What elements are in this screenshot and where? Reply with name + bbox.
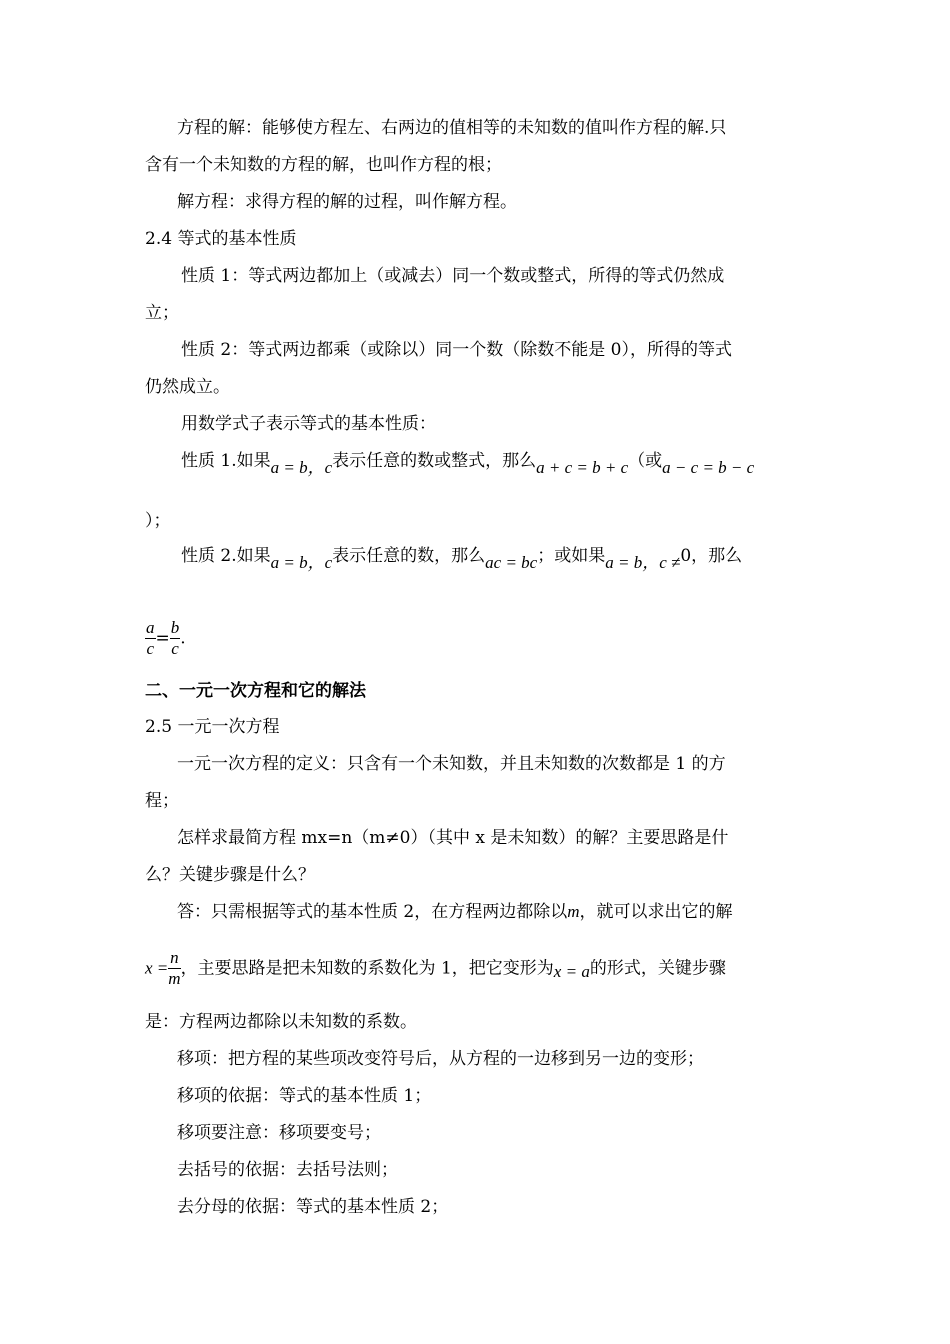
answer-x-equals: x = [145,958,169,978]
formula-2-math-2: c [324,553,333,572]
answer-math-m: m [567,902,580,921]
answer-text-3: ，主要思路是把未知数的系数化为 1，把它变形为 [180,958,554,979]
formula-property-2 [181,545,743,572]
formula-fraction-line [145,618,186,659]
fraction-period: . [180,628,186,649]
list-item: 移项的依据：等式的基本性质 1； [177,1086,432,1106]
formula-1-text-3: （或 [628,451,663,471]
answer-line-1 [177,901,733,923]
property-2-line-1: 性质 2：等式两边都乘（或除以）同一个数（除数不能是 0），所得的等式 [181,340,732,360]
formula-1-math-2: c [324,458,333,477]
fraction-numerator: n [170,948,179,967]
fraction-numerator: b [170,618,180,637]
formula-1-text-2: 表示任意的数或整式，那么 [332,451,537,471]
fraction-numerator: a [146,618,155,637]
list-item: 移项：把方程的某些项改变符号后，从方程的一边移到另一边的变形； [177,1049,704,1069]
fraction-equals: = [155,628,170,649]
formula-1-math-1: a = b， [270,458,325,477]
fraction-b-over-c [170,619,181,658]
formula-2-text-2: 表示任意的数，那么 [332,546,486,566]
answer-line-2 [145,948,726,989]
answer-text-1: 答：只需根据等式的基本性质 2，在方程两边都除以 [177,902,568,922]
formula-2-text-3: ；或如果 [537,546,606,566]
fraction-n-over-m [168,949,180,988]
fraction-denominator: c [146,639,155,658]
question-line-1: 怎样求最简方程 mx=n（m≠0）（其中 x 是未知数）的解？主要思路是什 [177,828,729,848]
fraction-denominator: m [168,969,181,988]
formula-2-math-5: c ≠ [659,553,681,572]
list-item: 去括号的依据：去括号法则； [177,1160,398,1180]
expression-intro: 用数学式子表示等式的基本性质： [181,414,436,434]
property-1-line-2: 立； [145,303,179,323]
fraction-a-over-c [145,619,156,658]
definition-line-2: 程； [145,791,179,811]
answer-text-4: 的形式，关键步骤 [589,958,726,979]
formula-2-text-4: 0，那么 [680,546,743,566]
property-1-line-1: 性质 1：等式两边都加上（或减去）同一个数或整式，所得的等式仍然成 [181,266,725,286]
answer-text-2: ，就可以求出它的解 [579,902,733,922]
section-2-5-heading: 2.5 一元一次方程 [145,717,280,737]
fraction-denominator: c [171,639,179,658]
formula-1-math-4: a − c = b − c [662,458,755,477]
formula-2-math-1: a = b， [270,553,325,572]
para-solution-line-2: 含有一个未知数的方程的解，也叫作方程的根； [145,155,502,175]
formula-property-1 [181,450,755,477]
answer-math-x-equals-a: x = a [553,961,590,981]
property-2-line-2: 仍然成立。 [145,377,230,397]
definition-line-1: 一元一次方程的定义：只含有一个未知数，并且未知数的次数都是 1 的方 [177,754,726,774]
formula-2-math-4: a = b， [605,553,660,572]
formula-1-text-1: 性质 1.如果 [181,451,271,471]
para-solution-line-1: 方程的解：能够使方程左、右两边的值相等的未知数的值叫作方程的解.只 [177,118,727,138]
formula-2-math-3: ac = bc [485,553,538,572]
formula-2-text-1: 性质 2.如果 [181,546,271,566]
list-item: 去分母的依据：等式的基本性质 2； [177,1197,449,1217]
chapter-two-heading: 二、一元一次方程和它的解法 [145,681,366,701]
question-line-2: 么？关键步骤是什么？ [145,865,315,885]
para-solve-equation: 解方程：求得方程的解的过程，叫作解方程。 [177,192,517,212]
section-2-4-heading: 2.4 等式的基本性质 [145,229,297,249]
list-item: 移项要注意：移项要变号； [177,1123,381,1143]
answer-line-3: 是：方程两边都除以未知数的系数。 [145,1012,417,1032]
formula-property-1-end: ）； [145,511,171,531]
formula-1-math-3: a + c = b + c [536,458,629,477]
